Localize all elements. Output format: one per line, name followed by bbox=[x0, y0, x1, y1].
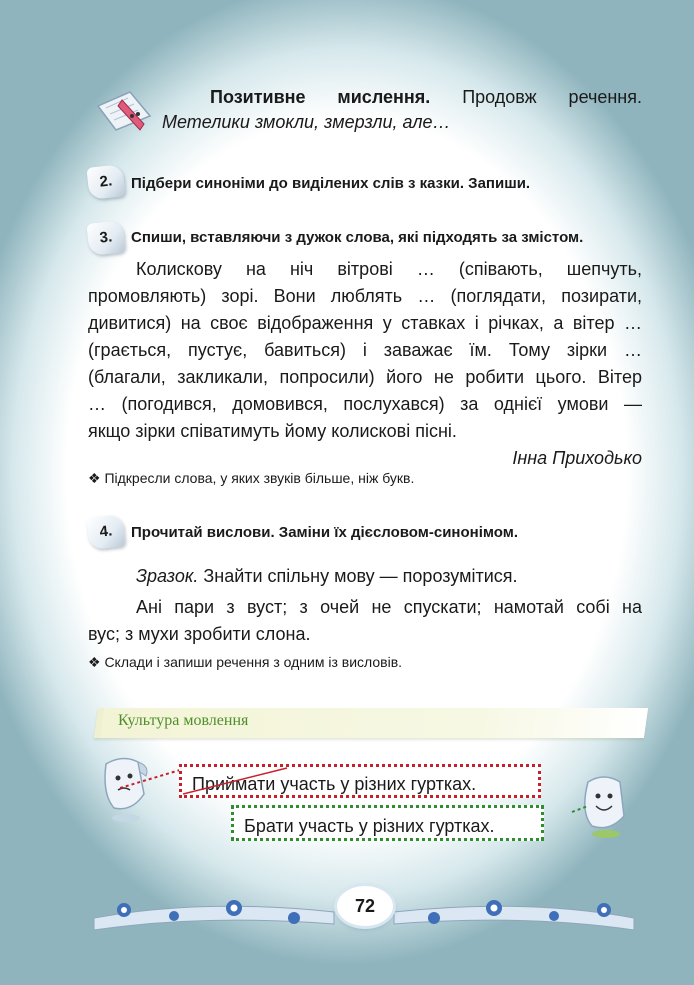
paper-pen-icon bbox=[92, 86, 158, 136]
page-number: 72 bbox=[337, 886, 393, 926]
red-pointer-line bbox=[120, 766, 182, 792]
intro-title: Позитивне мислення. bbox=[210, 87, 431, 107]
happy-character-icon bbox=[570, 772, 636, 840]
task-3-line: промовляють) зорі. Вони люблять … (поглядати, позирати, bbox=[88, 286, 642, 306]
right-phrase-box bbox=[231, 805, 544, 841]
right-phrase: Брати участь у різних гуртках. bbox=[244, 816, 495, 836]
task-3-line: дивитися) на своє відображення у ставках і річках, а вітер … bbox=[88, 313, 642, 333]
task-4-line: Ані пари з вуст; з очей не спускати; намотай собі на bbox=[136, 597, 642, 617]
task-3-line: (благали, закликали, попросили) його не робити цього. Вітер bbox=[88, 367, 642, 387]
task-3-title: Спиши, вставляючи з дужок слова, які підходять за змістом. bbox=[131, 229, 584, 246]
task-3-line: … (погодився, домовився, послухався) за однієї умови — bbox=[88, 394, 642, 414]
culture-label: Культура мовлення bbox=[118, 712, 249, 729]
wrong-phrase: Приймати участь у різних гуртках. bbox=[192, 774, 477, 794]
task-4-line: вус; з мухи зробити слона. bbox=[88, 624, 311, 644]
task-3-line: (грається, пустує, бавиться) і заважає їм. Тому зірки … bbox=[88, 340, 642, 360]
strike-line bbox=[183, 764, 293, 798]
task-3-line: якщо зірки співатимуть йому колискові пісні. bbox=[88, 421, 457, 441]
task-2-title: Підбери синоніми до виділених слів з казки. Запиши. bbox=[131, 175, 531, 192]
task-3-text bbox=[88, 256, 642, 472]
intro-line bbox=[210, 84, 642, 111]
task-3-note: ❖ Підкресли слова, у яких звуків більше, ніж букв. bbox=[88, 470, 415, 486]
task-3-line: Колискову на ніч вітрові … (співають, шепчуть, bbox=[136, 259, 642, 279]
task-4-example bbox=[136, 563, 518, 590]
task-4-title: Прочитай вислови. Заміни їх дієсловом-синонімом. bbox=[131, 524, 519, 541]
task-3-number: 3. bbox=[86, 220, 125, 256]
intro-sentence: Метелики змокли, змерзли, але… bbox=[162, 112, 451, 132]
task-3-author: Інна Приходько bbox=[512, 448, 642, 468]
task-4-number: 4. bbox=[86, 514, 125, 550]
example-label: Зразок. bbox=[136, 566, 199, 586]
task-2-number: 2. bbox=[86, 164, 125, 200]
example-text: Знайти спільну мову — порозумітися. bbox=[203, 566, 518, 586]
task-4-text bbox=[88, 594, 642, 648]
intro-text: Продовж речення. bbox=[462, 87, 642, 107]
task-4-note: ❖ Склади і запиши речення з одним із висловів. bbox=[88, 654, 403, 670]
